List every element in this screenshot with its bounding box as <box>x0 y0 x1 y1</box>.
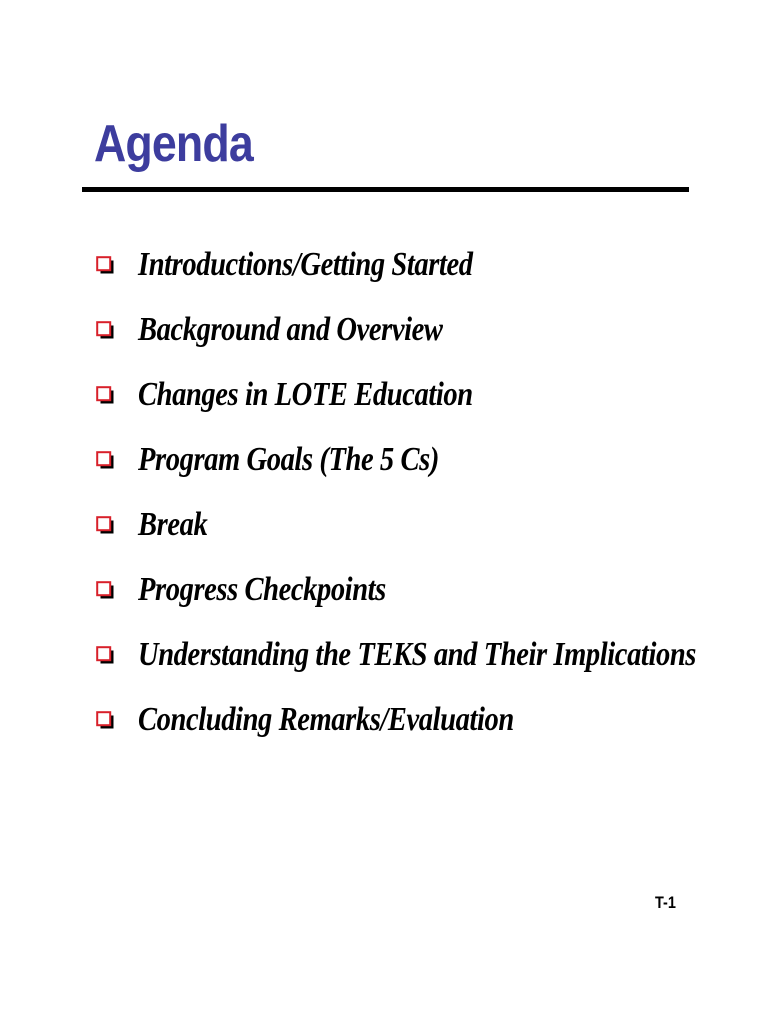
page-code: T-1 <box>655 893 676 912</box>
agenda-item-label: Progress Checkpoints <box>138 571 386 608</box>
checkbox-icon <box>96 646 115 665</box>
agenda-item-label: Concluding Remarks/Evaluation <box>138 701 514 738</box>
checkbox-icon <box>96 256 115 275</box>
checkbox-icon <box>96 516 115 535</box>
agenda-item-label: Program Goals (The 5 Cs) <box>138 441 439 478</box>
agenda-item-label: Introductions/Getting Started <box>138 246 473 283</box>
slide-title: Agenda <box>94 115 253 173</box>
checkbox-icon <box>96 581 115 600</box>
checkbox-icon <box>96 451 115 470</box>
agenda-item-label: Understanding the TEKS and Their Implications <box>138 636 696 673</box>
title-underline <box>82 187 689 192</box>
agenda-item-label: Break <box>138 506 208 543</box>
agenda-item-label: Background and Overview <box>138 311 443 348</box>
agenda-item-label: Changes in LOTE Education <box>138 376 473 413</box>
checkbox-icon <box>96 386 115 405</box>
checkbox-icon <box>96 711 115 730</box>
checkbox-icon <box>96 321 115 340</box>
